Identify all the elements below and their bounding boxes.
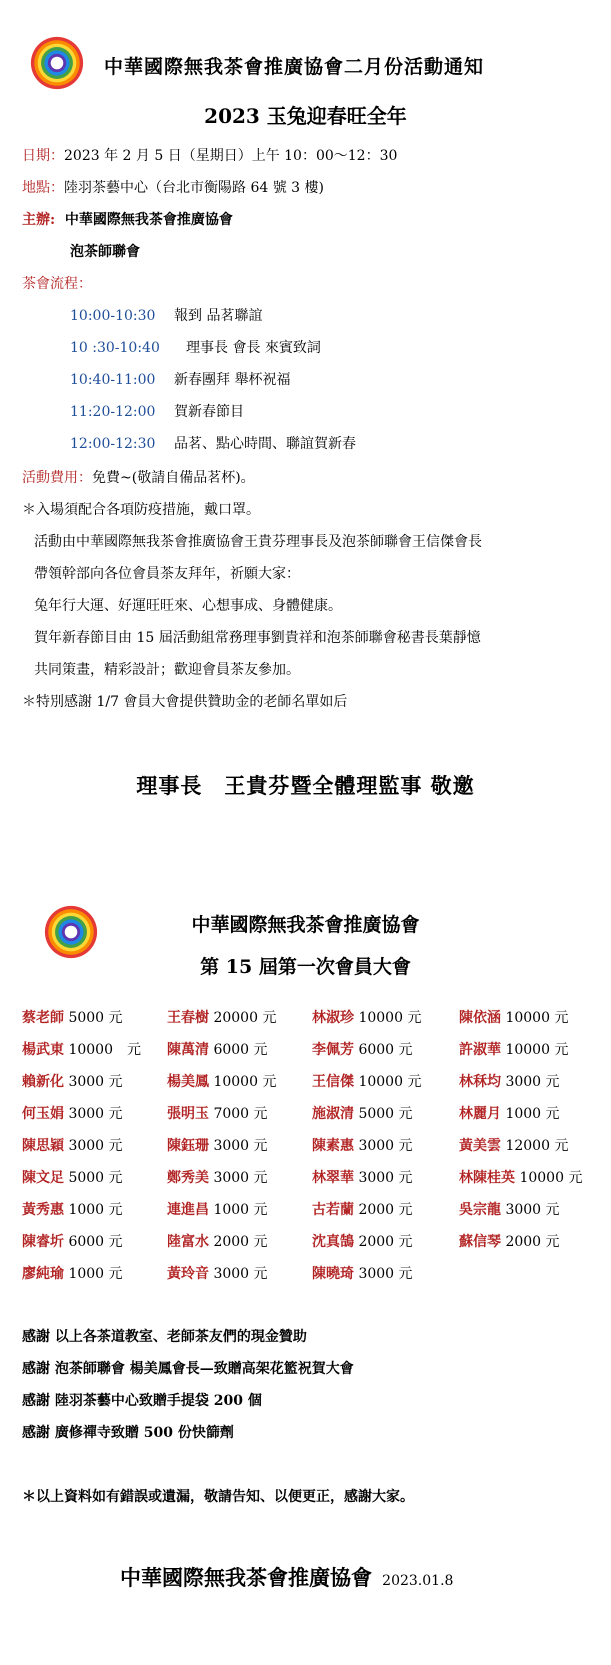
date-value: 2023 年 2 月 5 日（星期日）上午 10：00～12：30 (64, 148, 398, 164)
donor-amount: 3000 元 (358, 1138, 413, 1154)
donor-amount: 6000 元 (358, 1042, 413, 1058)
host-2: 泡茶師聯會 (70, 244, 140, 260)
footer-date: 2023.01.8 (382, 1573, 454, 1589)
donor-entry (312, 1039, 413, 1059)
place-row (22, 177, 324, 197)
schedule-time: 12:00-12:30 (70, 436, 156, 452)
donor-name: 陳依涵 (459, 1010, 501, 1026)
donor-name: 施淑清 (312, 1106, 354, 1122)
donor-amount: 1000 元 (505, 1106, 560, 1122)
donor-entry (167, 1039, 268, 1059)
donor-amount: 2000 元 (358, 1202, 413, 1218)
donor-amount: 1000 元 (68, 1266, 123, 1282)
notice-title: 中華國際無我茶會推廣協會二月份活動通知 (104, 56, 485, 78)
schedule-time: 10:40-11:00 (70, 372, 156, 388)
paragraph-line: 帶領幹部向各位會員茶友拜年，祈願大家： (34, 566, 300, 582)
schedule-time: 10 :30-10:40 (70, 340, 160, 356)
donor-name: 林陳桂英 (459, 1170, 515, 1186)
donor-name: 廖純瑜 (22, 1266, 64, 1282)
donor-name: 連進昌 (167, 1202, 209, 1218)
rainbow-ring-logo (28, 34, 86, 92)
schedule-desc: 品茗、點心時間、聯誼賀新春 (174, 436, 356, 452)
donor-entry (459, 1103, 560, 1123)
donor-entry (167, 1167, 268, 1187)
paragraph-line: 兔年行大運、好運旺旺來、心想事成、身體健康。 (34, 598, 342, 614)
donor-entry (22, 1071, 123, 1091)
donor-entry (167, 1263, 268, 1283)
paragraph-line: 共同策畫，精彩設計；歡迎會員茶友參加。 (34, 662, 300, 678)
donor-entry (22, 1199, 123, 1219)
schedule-item (70, 401, 244, 421)
thanks-line: 感謝 陸羽茶藝中心致贈手提袋 200 個 (22, 1393, 262, 1409)
donor-name: 林麗月 (459, 1106, 501, 1122)
donor-name: 楊美鳳 (167, 1074, 209, 1090)
donor-name: 沈真鵠 (312, 1234, 354, 1250)
flow-label: 茶會流程： (22, 276, 92, 292)
donor-amount: 3000 元 (358, 1170, 413, 1186)
donor-entry (22, 1135, 123, 1155)
donor-name: 黃秀惠 (22, 1202, 64, 1218)
donor-name: 林翠華 (312, 1170, 354, 1186)
donor-amount: 5000 元 (68, 1170, 123, 1186)
note-prevention: ＊入場須配合各項防疫措施，戴口罩。 (22, 502, 260, 518)
correction-note: ＊以上資料如有錯誤或遺漏，敬請告知、以便更正，感謝大家。 (22, 1489, 414, 1505)
donor-entry (312, 1263, 413, 1283)
donor-amount: 10000 元 (519, 1170, 583, 1186)
fee-label: 活動費用： (22, 470, 92, 486)
donor-name: 賴新化 (22, 1074, 64, 1090)
schedule-desc: 賀新春節目 (174, 404, 244, 420)
notice-subtitle: 2023 玉兔迎春旺全年 (204, 104, 407, 128)
donor-amount: 1000 元 (68, 1202, 123, 1218)
paragraph-line: 活動由中華國際無我茶會推廣協會王貴芬理事長及泡茶師聯會王信傑會長 (34, 534, 482, 550)
footer (120, 1562, 453, 1592)
donor-entry (22, 1263, 123, 1283)
donor-entry (167, 1071, 276, 1091)
donor-name: 鄭秀美 (167, 1170, 209, 1186)
thanks-line: 感謝 廣修禪寺致贈 500 份快篩劑 (22, 1425, 234, 1441)
donor-amount: 3000 元 (68, 1074, 123, 1090)
donor-entry (167, 1135, 268, 1155)
schedule-desc: 理事長 會長 來賓致詞 (186, 340, 321, 356)
donor-amount: 6000 元 (68, 1234, 123, 1250)
schedule-time: 10:00-10:30 (70, 308, 156, 324)
donor-amount: 10000 元 (213, 1074, 277, 1090)
donor-name: 黃玲音 (167, 1266, 209, 1282)
donor-amount: 10000 元 (505, 1010, 569, 1026)
signature: 理事長 王貴芬暨全體理監事 敬邀 (136, 773, 475, 798)
schedule-item (70, 337, 321, 357)
donor-name: 陸富水 (167, 1234, 209, 1250)
donor-entry (312, 1071, 421, 1091)
donor-amount: 3000 元 (213, 1170, 268, 1186)
donor-entry (22, 1231, 123, 1251)
donor-name: 王春樹 (167, 1010, 209, 1026)
place-value: 陸羽茶藝中心（台北市衡陽路 64 號 3 樓) (64, 180, 324, 196)
donor-entry (22, 1103, 123, 1123)
donor-amount: 2000 元 (505, 1234, 560, 1250)
donor-entry (22, 1007, 123, 1027)
donor-name: 陳文足 (22, 1170, 64, 1186)
donor-amount: 1000 元 (213, 1202, 268, 1218)
donor-name: 林淑珍 (312, 1010, 354, 1026)
donor-name: 陳曉琦 (312, 1266, 354, 1282)
host-1: 中華國際無我茶會推廣協會 (64, 212, 233, 228)
donor-entry (167, 1231, 268, 1251)
donor-entry (22, 1167, 123, 1187)
schedule-item (70, 305, 262, 325)
footer-org: 中華國際無我茶會推廣協會 (120, 1565, 372, 1590)
donor-name: 王信傑 (312, 1074, 354, 1090)
donor-entry (459, 1135, 568, 1155)
donor-amount: 3000 元 (213, 1138, 268, 1154)
donor-amount: 20000 元 (213, 1010, 277, 1026)
schedule-desc: 報到 品茗聯誼 (174, 308, 263, 324)
fee-row (22, 467, 255, 487)
donor-amount: 3000 元 (358, 1266, 413, 1282)
donor-name: 李佩芳 (312, 1042, 354, 1058)
donor-entry (459, 1071, 560, 1091)
place-label: 地點： (22, 180, 64, 196)
donor-entry (459, 1007, 568, 1027)
donor-entry (312, 1103, 413, 1123)
schedule-time: 11:20-12:00 (70, 404, 156, 420)
donor-amount: 2000 元 (213, 1234, 268, 1250)
donor-entry (312, 1167, 413, 1187)
donor-name: 許淑華 (459, 1042, 501, 1058)
donor-amount: 6000 元 (213, 1042, 268, 1058)
date-row (22, 145, 397, 165)
thanks-line: 感謝 以上各茶道教室、老師茶友們的現金贊助 (22, 1329, 307, 1345)
schedule-item (70, 433, 356, 453)
donor-amount: 3000 元 (68, 1138, 123, 1154)
donor-amount: 5000 元 (358, 1106, 413, 1122)
donor-amount: 10000 元 (505, 1042, 569, 1058)
donor-entry (312, 1135, 413, 1155)
donors-org: 中華國際無我茶會推廣協會 (191, 914, 420, 936)
donor-entry (312, 1231, 413, 1251)
donor-name: 林秝均 (459, 1074, 501, 1090)
donor-name: 蔡老師 (22, 1010, 64, 1026)
donor-amount: 12000 元 (505, 1138, 569, 1154)
donor-entry (167, 1103, 268, 1123)
donor-amount: 3000 元 (505, 1202, 560, 1218)
donor-name: 陳鈺珊 (167, 1138, 209, 1154)
donor-amount: 3000 元 (68, 1106, 123, 1122)
donor-entry (459, 1039, 568, 1059)
schedule-item (70, 369, 290, 389)
donor-name: 陳素惠 (312, 1138, 354, 1154)
donor-amount: 10000 元 (358, 1010, 422, 1026)
date-label: 日期： (22, 148, 64, 164)
host-label: 主辦: (22, 212, 56, 228)
note-thanks: ＊特別感謝 1/7 會員大會提供贊助金的老師名單如后 (22, 694, 348, 710)
donor-amount: 10000 元 (358, 1074, 422, 1090)
donor-entry (22, 1039, 141, 1059)
thanks-line: 感謝 泡茶師聯會 楊美鳳會長—致贈高架花籃祝賀大會 (22, 1361, 354, 1377)
donor-entry (459, 1199, 560, 1219)
donor-name: 蘇信琴 (459, 1234, 501, 1250)
donor-amount: 2000 元 (358, 1234, 413, 1250)
donor-amount: 3000 元 (213, 1266, 268, 1282)
donor-name: 吳宗龍 (459, 1202, 501, 1218)
donor-entry (167, 1199, 268, 1219)
donor-amount: 7000 元 (213, 1106, 268, 1122)
schedule-desc: 新春團拜 舉杯祝福 (174, 372, 291, 388)
flow-row (22, 273, 92, 293)
donor-name: 黃美雲 (459, 1138, 501, 1154)
donor-name: 陳萬清 (167, 1042, 209, 1058)
fee-value: 免費~(敬請自備品茗杯)。 (92, 470, 255, 486)
donor-name: 楊武東 (22, 1042, 64, 1058)
donor-name: 張明玉 (167, 1106, 209, 1122)
host-row (22, 209, 233, 229)
donor-amount: 5000 元 (68, 1010, 123, 1026)
donor-name: 古若蘭 (312, 1202, 354, 1218)
donor-amount: 3000 元 (505, 1074, 560, 1090)
donor-entry (459, 1231, 560, 1251)
donor-amount: 10000 元 (68, 1042, 141, 1058)
donor-name: 何玉娟 (22, 1106, 64, 1122)
donor-entry (459, 1167, 582, 1187)
donor-name: 陳思穎 (22, 1138, 64, 1154)
donor-entry (312, 1199, 413, 1219)
paragraph-line: 賀年新春節目由 15 屆活動組常務理事劉貴祥和泡茶師聯會秘書長葉靜憶 (34, 630, 481, 646)
donors-event: 第 15 屆第一次會員大會 (200, 956, 411, 978)
donor-entry (312, 1007, 421, 1027)
donor-name: 陳睿圻 (22, 1234, 64, 1250)
donor-entry (167, 1007, 276, 1027)
